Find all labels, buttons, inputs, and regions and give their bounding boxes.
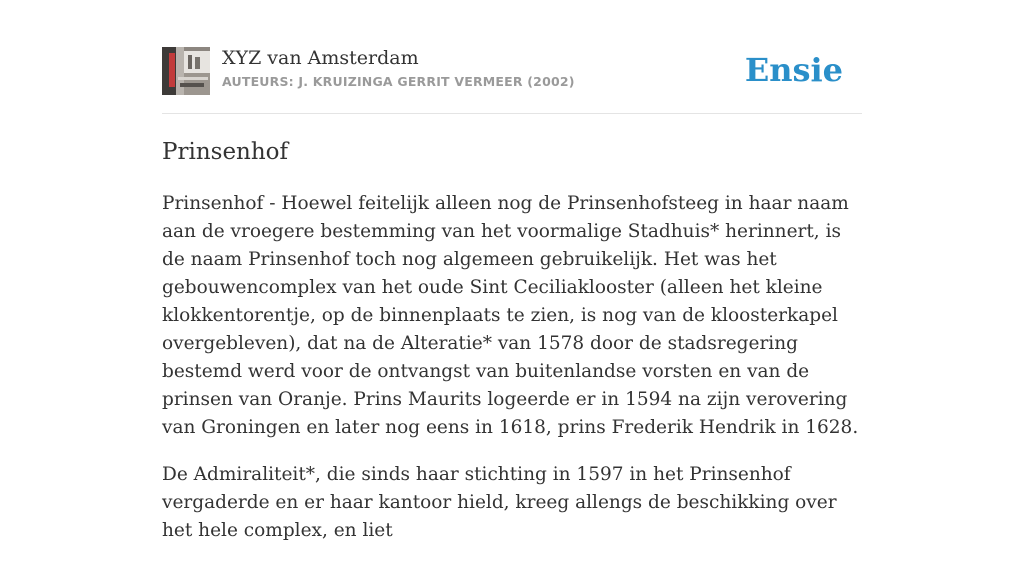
book-authors: AUTEURS: J. KRUIZINGA GERRIT VERMEER (2002) bbox=[222, 74, 575, 89]
entry-paragraph: De Admiraliteit*, die sinds haar stichting in 1597 in het Prinsenhof vergaderde en er haar kantoor hield, kreeg allengs de beschikking over het hele complex, en liet bbox=[162, 464, 837, 541]
book-cover-avatar[interactable] bbox=[162, 47, 210, 95]
book-title[interactable]: XYZ van Amsterdam bbox=[222, 47, 419, 69]
entry-body bbox=[162, 190, 864, 564]
book-cover-image bbox=[162, 47, 210, 95]
book-header bbox=[162, 46, 862, 96]
header-divider bbox=[162, 113, 862, 114]
ensie-logo-link[interactable]: Ensie bbox=[744, 51, 843, 89]
entry-title: Prinsenhof bbox=[162, 139, 289, 165]
entry-paragraph: Prinsenhof - Hoewel feitelijk alleen nog de Prinsenhofsteeg in haar naam aan de vroegere bestemming van het voormalige Stadhuis* herinnert, is de naam Prinsenhof toch nog algemeen gebruikelijk. Het was het gebouwencomplex van het oude Sint Ceciliaklooster (alleen het kleine klokkentorentje, op de binnenplaats te zien, is nog van de kloosterkapel overgebleven), dat na de Alteratie* van 1578 door de stadsregering bestemd werd voor de ontvangst van buitenlandse vorsten en van de prinsen van Oranje. Prins Maurits logeerde er in 1594 na zijn verovering van Groningen en later nog eens in 1618, prins Frederik Hendrik in 1628. bbox=[162, 193, 859, 438]
